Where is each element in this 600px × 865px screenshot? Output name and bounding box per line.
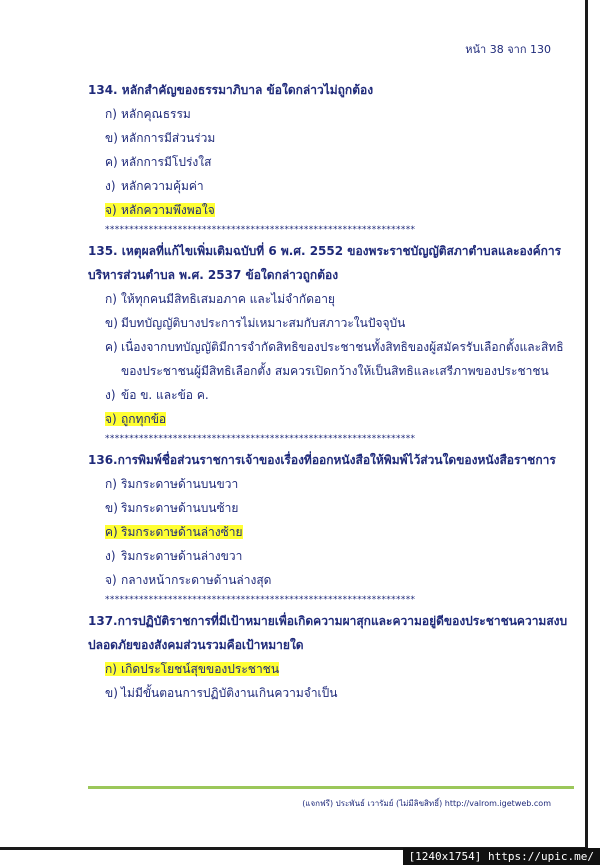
answer-option <box>88 311 578 335</box>
option-label: ข) <box>105 686 118 700</box>
option-text: เนื่องจากบทบัญญัติมีการจำกัดสิทธิของประชาชนทั้งสิทธิของผู้สมัครรับเลือกตั้งและสิทธิ <box>121 340 564 354</box>
highlighted-answer <box>105 412 166 426</box>
answer-option <box>88 102 578 126</box>
question-list <box>88 78 578 705</box>
option-label: ก) <box>105 477 117 491</box>
option-label: จ) <box>105 203 117 217</box>
answer-option-correct <box>88 520 578 544</box>
page-number: หน้า 38 จาก 130 <box>465 43 551 56</box>
highlighted-answer <box>105 203 215 217</box>
option-text: ข้อ ข. และข้อ ค. <box>121 388 209 402</box>
option-text: หลักการมีโปร่งใส <box>121 155 212 169</box>
option-label: ง) <box>105 179 116 193</box>
option-continuation: ของประชาชนผู้มีสิทธิเลือกตั้ง สมควรเปิดกว้างให้เป็นสิทธิและเสรีภาพของประชาชน <box>121 364 549 378</box>
option-text: ริมกระดาษด้านล่างซ้าย <box>121 525 243 539</box>
highlighted-answer <box>105 525 243 539</box>
option-text: หลักการมีส่วนร่วม <box>121 131 216 145</box>
question-title: 135. เหตุผลที่แก้ไขเพิ่มเติมฉบับที่ 6 พ.ศ. 2552 ของพระราชบัญญัติสภาตำบลและองค์การบริหารส่วนตำบล พ.ศ. 2537 ข้อใดกล่าวถูกต้อง <box>88 244 562 282</box>
answer-option-correct <box>88 407 578 431</box>
option-label: ข) <box>105 501 118 515</box>
option-text: เกิดประโยชน์สุขของประชาชน <box>121 662 280 676</box>
option-label: ก) <box>105 662 117 676</box>
question-title: 134. หลักสำคัญของธรรมาภิบาล ข้อใดกล่าวไม่ถูกต้อง <box>88 83 374 97</box>
option-label: จ) <box>105 573 117 587</box>
answer-option <box>88 287 578 311</box>
highlighted-answer <box>105 662 279 676</box>
answer-option <box>88 174 578 198</box>
option-label: ง) <box>105 388 116 402</box>
option-label: ก) <box>105 292 117 306</box>
option-label: ค) <box>105 525 118 539</box>
separator: **************************************************************** <box>105 225 416 235</box>
answer-option <box>88 681 578 705</box>
answer-option <box>88 568 578 592</box>
option-text: ไม่มีขั้นตอนการปฏิบัติงานเกินความจำเป็น <box>121 686 338 700</box>
option-text: ให้ทุกคนมีสิทธิเสมอภาค และไม่จำกัดอายุ <box>121 292 335 306</box>
answer-option <box>88 496 578 520</box>
answer-option <box>88 126 578 150</box>
answer-option <box>88 150 578 174</box>
option-label: ก) <box>105 107 117 121</box>
answer-option <box>88 335 578 359</box>
option-label: ข) <box>105 131 118 145</box>
option-text: ถูกทุกข้อ <box>121 412 167 426</box>
option-label: ค) <box>105 155 118 169</box>
footer-credit: (แจกฟรี) ประพันธ์ เวารัมย์ (ไม่มีลิขสิทธิ์) http://valrom.igetweb.com <box>302 799 551 808</box>
option-label: ข) <box>105 316 118 330</box>
answer-option <box>88 383 578 407</box>
option-text: ริมกระดาษด้านล่างขวา <box>121 549 243 563</box>
question-title: 137.การปฏิบัติราชการที่มีเป้าหมายเพื่อเกิดความผาสุกและความอยู่ดีของประชาชนความสงบปลอดภัยของสังคมส่วนรวมคือเป้าหมายใด <box>88 614 568 652</box>
separator: **************************************************************** <box>105 595 416 605</box>
option-text: หลักคุณธรรม <box>121 107 191 121</box>
option-text: ริมกระดาษด้านบนขวา <box>121 477 239 491</box>
option-label: ง) <box>105 549 116 563</box>
separator: **************************************************************** <box>105 434 416 444</box>
option-text: หลักความพึงพอใจ <box>121 203 215 217</box>
option-text: กลางหน้ากระดาษด้านล่างสุด <box>121 573 272 587</box>
option-text: ริมกระดาษด้านบนซ้าย <box>121 501 239 515</box>
question-title: 136.การพิมพ์ชื่อส่วนราชการเจ้าของเรื่องที่ออกหนังสือให้พิมพ์ไว้ส่วนใดของหนังสือราชการ <box>88 453 556 467</box>
answer-option-correct <box>88 198 578 222</box>
option-text: หลักความคุ้มค่า <box>121 179 204 193</box>
option-text: มีบทบัญญัติบางประการไม่เหมาะสมกับสภาวะในปัจจุบัน <box>121 316 406 330</box>
answer-option <box>88 544 578 568</box>
image-size-watermark: [1240x1754] https://upic.me/ <box>403 848 600 865</box>
option-label: ค) <box>105 340 118 354</box>
answer-option-correct <box>88 657 578 681</box>
answer-option <box>88 472 578 496</box>
option-label: จ) <box>105 412 117 426</box>
footer-rule <box>88 786 574 789</box>
